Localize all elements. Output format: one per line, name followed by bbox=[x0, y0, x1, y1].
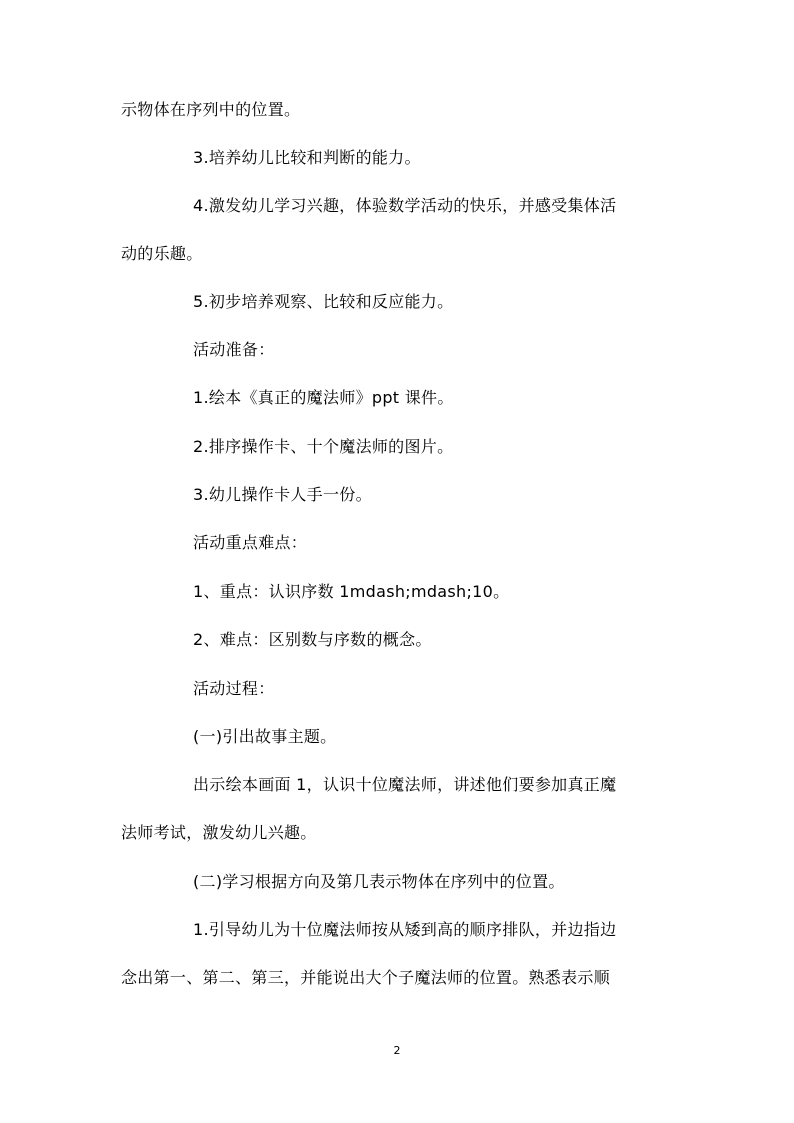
text-line-8: 2.排序操作卡、十个魔法师的图片。 bbox=[193, 437, 454, 456]
text-line-16: 法师考试，激发幼儿兴趣。 bbox=[121, 823, 317, 842]
text-line-7: 1.绘本《真正的魔法师》ppt 课件。 bbox=[193, 388, 454, 407]
section-heading-key-points: 活动重点难点： bbox=[193, 533, 308, 552]
text-line-11: 1、重点：认识序数 1mdash;mdash;10。 bbox=[193, 582, 510, 601]
text-line-15: 出示绘本画面 1，认识十位魔法师，讲述他们要参加真正魔 bbox=[193, 775, 617, 794]
text-line-5: 5.初步培养观察、比较和反应能力。 bbox=[193, 292, 454, 311]
text-line-1: 示物体在序列中的位置。 bbox=[121, 100, 301, 119]
text-line-9: 3.幼儿操作卡人手一份。 bbox=[193, 485, 372, 504]
text-line-18: 1.引导幼儿为十位魔法师按从矮到高的顺序排队，并边指边 bbox=[193, 920, 617, 939]
section-heading-preparation: 活动准备： bbox=[193, 340, 275, 359]
text-line-12: 2、难点：区别数与序数的概念。 bbox=[193, 630, 432, 649]
page-number: 2 bbox=[393, 1044, 401, 1057]
text-line-17: (二)学习根据方向及第几表示物体在序列中的位置。 bbox=[193, 872, 565, 891]
text-line-2: 3.培养幼儿比较和判断的能力。 bbox=[193, 148, 421, 167]
section-heading-process: 活动过程： bbox=[193, 679, 275, 698]
text-line-14: (一)引出故事主题。 bbox=[193, 727, 337, 746]
text-line-3: 4.激发幼儿学习兴趣，体验数学活动的快乐，并感受集体活 bbox=[193, 196, 617, 215]
text-line-4: 动的乐趣。 bbox=[121, 244, 203, 263]
text-line-19: 念出第一、第二、第三，并能说出大个子魔法师的位置。熟悉表示顺 bbox=[121, 968, 611, 987]
